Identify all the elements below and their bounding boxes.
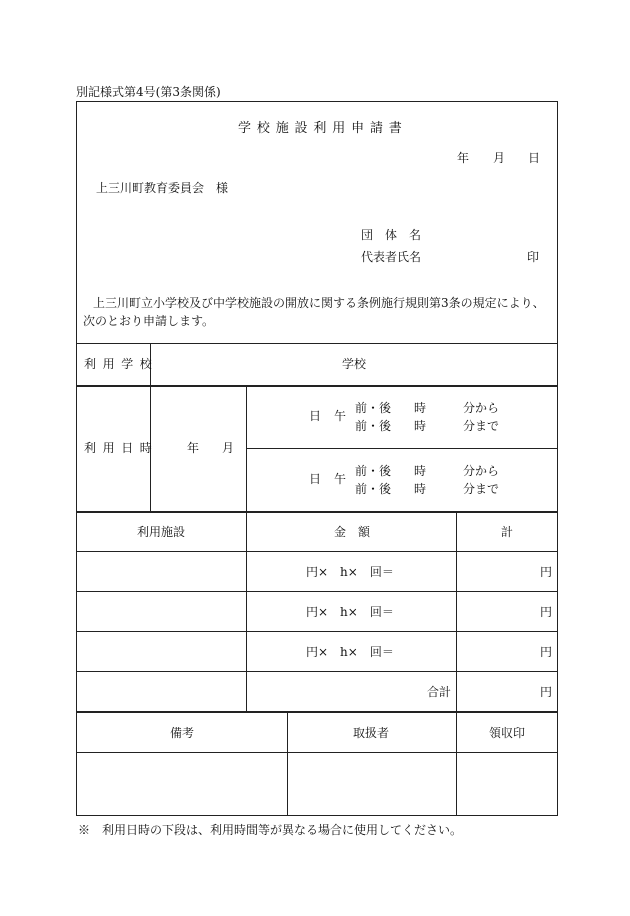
- sum-label: 合計: [427, 685, 452, 699]
- application-statement: 上三川町立小学校及び中学校施設の開放に関する条例施行規則第3条の規定により、次のとおり申請します。: [83, 296, 545, 328]
- slot1-ampm-from: 前・後: [355, 401, 392, 415]
- slot2-ampm-from: 前・後: [355, 464, 392, 478]
- amount-header: 金 額: [334, 525, 371, 539]
- slot1-day: 日: [309, 409, 322, 423]
- slot1-min-from: 分から: [463, 401, 500, 415]
- slot2-hour-to: 時: [414, 482, 427, 496]
- rule-line: [76, 385, 558, 387]
- fee-row-2-yen: 円: [540, 605, 553, 619]
- rule-line: [76, 671, 558, 672]
- seal-label: 印: [527, 250, 540, 264]
- slot2-ampm-to: 前・後: [355, 482, 392, 496]
- date-year-label: 年: [457, 151, 470, 165]
- slot1-noon: 午: [334, 409, 347, 423]
- receipt-seal-header: 領収印: [489, 726, 526, 740]
- remarks-header: 備考: [170, 726, 195, 740]
- rule-line: [76, 551, 558, 552]
- fee-row-3-formula: 円× h× 回＝: [306, 645, 394, 659]
- datetime-label: 利用日時: [84, 441, 159, 455]
- rule-line: [456, 711, 457, 816]
- rule-line: [246, 385, 247, 711]
- rule-line: [76, 631, 558, 632]
- representative-label: 代表者氏名: [361, 250, 422, 264]
- handler-header: 取扱者: [353, 726, 390, 740]
- datetime-month: 月: [222, 441, 235, 455]
- slot1-min-to: 分まで: [463, 419, 500, 433]
- form-frame: [76, 101, 558, 816]
- rule-line: [76, 343, 558, 344]
- slot2-noon: 午: [334, 472, 347, 486]
- slot1-ampm-to: 前・後: [355, 419, 392, 433]
- slot2-min-from: 分から: [463, 464, 500, 478]
- rule-line: [76, 591, 558, 592]
- slot1-hour-to: 時: [414, 419, 427, 433]
- slot2-day: 日: [309, 472, 322, 486]
- fee-row-3-yen: 円: [540, 645, 553, 659]
- sum-yen: 円: [540, 685, 553, 699]
- total-header: 計: [501, 525, 514, 539]
- form-title: 学校施設利用申請書: [238, 121, 408, 136]
- usage-note: ※ 利用日時の下段は、利用時間等が異なる場合に使用してください。: [78, 823, 463, 837]
- date-day-label: 日: [528, 151, 541, 165]
- fee-row-1-formula: 円× h× 回＝: [306, 565, 394, 579]
- slot2-hour-from: 時: [414, 464, 427, 478]
- rule-line: [76, 711, 558, 713]
- date-month-label: 月: [493, 151, 506, 165]
- rule-line: [76, 511, 558, 513]
- school-label: 利用学校: [84, 357, 159, 371]
- group-name-label: 団 体 名: [361, 228, 422, 242]
- fee-row-1-yen: 円: [540, 565, 553, 579]
- rule-line: [76, 752, 558, 753]
- facility-header: 利用施設: [137, 525, 186, 539]
- rule-line: [246, 448, 558, 449]
- slot2-min-to: 分まで: [463, 482, 500, 496]
- addressee: 上三川町教育委員会 様: [96, 181, 229, 195]
- form-number: 別記様式第4号(第3条関係): [76, 85, 221, 99]
- rule-line: [456, 511, 457, 711]
- slot1-hour-from: 時: [414, 401, 427, 415]
- fee-row-2-formula: 円× h× 回＝: [306, 605, 394, 619]
- datetime-year: 年: [187, 441, 200, 455]
- rule-line: [287, 711, 288, 816]
- school-value: 学校: [342, 357, 367, 371]
